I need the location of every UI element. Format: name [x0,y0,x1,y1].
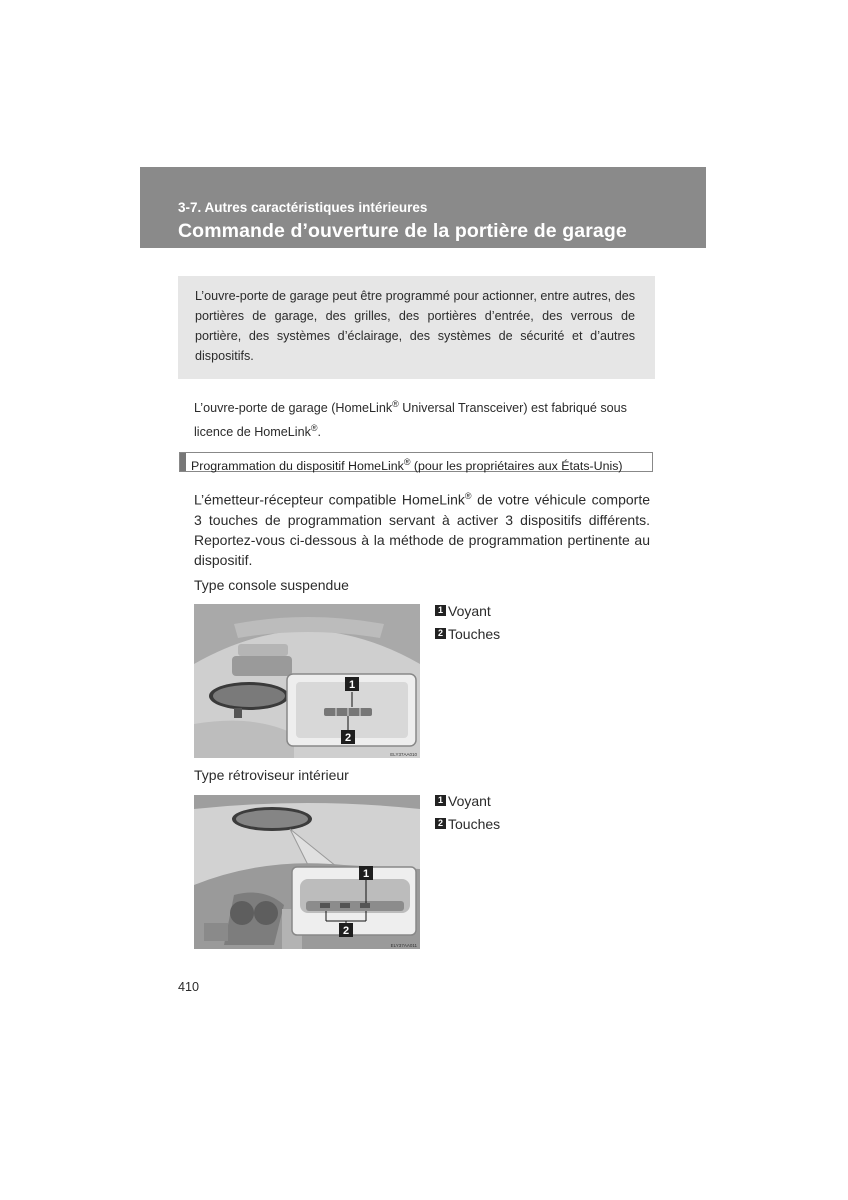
subsection-heading [179,452,653,472]
figure-rearview-mirror [194,795,420,949]
registered-mark: ® [310,423,318,434]
legend-item: 1 Voyant [435,599,500,622]
callout-number: 1 [435,605,446,616]
figure-2-label: Type rétroviseur intérieur [194,767,349,783]
callout-number: 1 [435,795,446,806]
intro-box [178,276,655,379]
svg-text:2: 2 [344,732,352,744]
heading-bar [180,453,186,471]
page-title: Commande d’ouverture de la portière de garage [178,220,627,242]
section-label: 3-7. Autres caractéristiques intérieures [178,200,428,215]
callout-number: 2 [435,818,446,829]
figure-code: ELY37AA011 [390,943,417,948]
legend-item: 2 Touches [435,812,500,835]
svg-text:1: 1 [362,868,370,880]
rearview-mirror-illustration [194,795,420,949]
license-text-2: Universal Transceiver) est fabriqué sous licence de HomeLink [194,401,627,440]
svg-text:2: 2 [342,925,350,937]
figure-code: ELY37AA010 [390,752,417,757]
intro-text: L’ouvre-porte de garage peut être programmé pour actionner, entre autres, des portières de garage, des grilles, des portières d’entrée, des verrous de portière, des systèmes d’éclairage, des systèmes de sécurité et d’autres dispositifs. [195,289,635,363]
figure-2-legend [435,789,500,835]
callout-number: 2 [435,628,446,639]
license-text-3: . [317,425,322,440]
page-number: 410 [178,980,200,994]
registered-mark: ® [392,399,399,409]
figure-1-legend [435,599,500,645]
overhead-console-illustration [194,604,420,758]
body-paragraph: L’émetteur-récepteur compatible HomeLink® de votre véhicule comporte 3 touches de programmation servant à activer 3 dispositifs différents. Reportez-vous ci-dessous à la méthode de programmation pertinente au dispositif. [194,491,650,568]
subsection-heading-text: Programmation du dispositif HomeLink® (pour les propriétaires aux États-Unis) [191,457,623,474]
registered-mark: ® [464,491,472,501]
registered-mark: ® [403,457,411,467]
legend-item: 2 Touches [435,622,500,645]
legend-item: 1 Voyant [435,789,500,812]
svg-text:1: 1 [348,679,356,691]
figure-1-label: Type console suspendue [194,577,349,593]
license-note [194,394,654,442]
chapter-header [140,167,706,248]
license-text-1: L’ouvre-porte de garage (HomeLink [194,401,393,416]
figure-overhead-console [194,604,420,758]
